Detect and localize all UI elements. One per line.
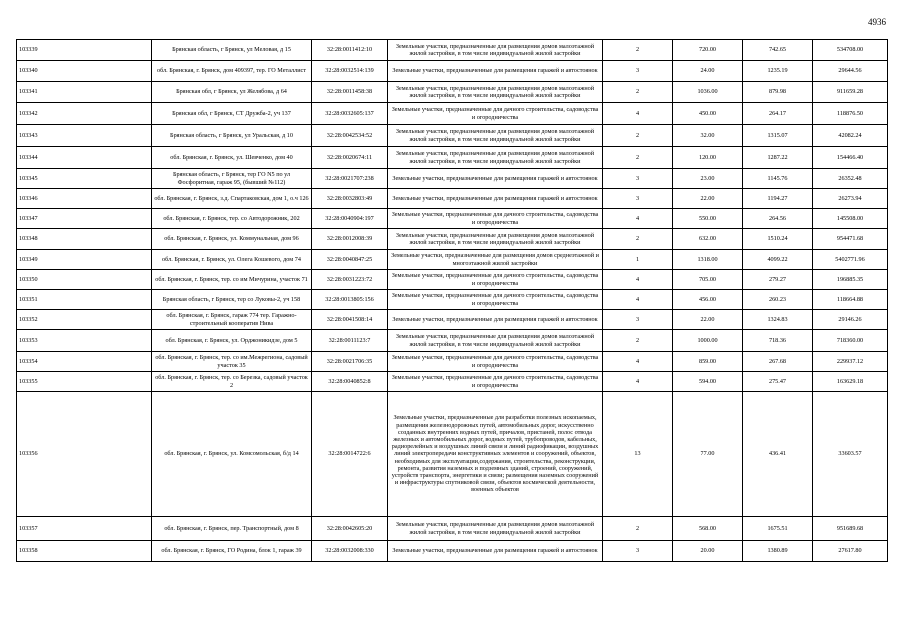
table-row: [17, 40, 888, 61]
row-specific-value: 1380.89: [743, 541, 813, 562]
row-address: обл. Брянская, г. Брянск, дом 409397, тер. ГО Металлист: [152, 61, 312, 82]
row-cadastral-number: 32:28:0042605:20: [312, 517, 388, 541]
table-row: [17, 189, 888, 209]
row-id: 103345: [17, 169, 152, 189]
row-land-purpose: Земельные участки, предназначенные для размещения гаражей и автостоянок: [388, 169, 603, 189]
row-group-code: 3: [603, 189, 673, 209]
row-land-purpose: Земельные участки, предназначенные для размещения гаражей и автостоянок: [388, 310, 603, 330]
row-id: 103351: [17, 290, 152, 310]
row-area: 24.00: [673, 61, 743, 82]
row-cadastral-value: 154466.40: [813, 147, 888, 169]
table-row: [17, 250, 888, 270]
row-group-code: 2: [603, 82, 673, 103]
row-address: Брянская область, г Брянск, ул Меловая, д 15: [152, 40, 312, 61]
row-cadastral-value: 718360.00: [813, 330, 888, 352]
table-row: [17, 352, 888, 372]
row-specific-value: 264.17: [743, 103, 813, 125]
row-id: 103354: [17, 352, 152, 372]
row-cadastral-value: 118876.50: [813, 103, 888, 125]
row-id: 103340: [17, 61, 152, 82]
row-id: 103347: [17, 209, 152, 229]
row-id: 103343: [17, 125, 152, 147]
row-group-code: 2: [603, 229, 673, 250]
row-address: обл. Брянская, г. Брянск, з.д. Спартаковская, дом 1, о.ч 126: [152, 189, 312, 209]
row-address: обл. Брянская, г. Брянск, тер. со им.Межрегиона, садовый участок 35: [152, 352, 312, 372]
table-row: [17, 147, 888, 169]
row-specific-value: 879.98: [743, 82, 813, 103]
row-group-code: 1: [603, 250, 673, 270]
row-cadastral-number: 32:28:0032008:330: [312, 541, 388, 562]
row-specific-value: 260.23: [743, 290, 813, 310]
row-cadastral-number: 32:28:0032803:49: [312, 189, 388, 209]
row-cadastral-number: 32:28:0040852:8: [312, 372, 388, 392]
row-land-purpose: Земельные участки, предназначенные для размещения домов малоэтажной жилой застройки, в том числе индивидуальной жилой застройки: [388, 125, 603, 147]
row-specific-value: 1194.27: [743, 189, 813, 209]
page-number: 4936: [868, 17, 886, 27]
row-address: Брянская область, г Брянск, тер со Луковы-2, уч 158: [152, 290, 312, 310]
row-area: 632.00: [673, 229, 743, 250]
table-row: [17, 270, 888, 290]
row-cadastral-number: 32:28:0011458:38: [312, 82, 388, 103]
row-land-purpose: Земельные участки, предназначенные для размещения домов малоэтажной жилой застройки, в том числе индивидуальной жилой застройки: [388, 82, 603, 103]
table-row: [17, 169, 888, 189]
row-land-purpose: Земельные участки, предназначенные для размещения домов малоэтажной жилой застройки, в том числе индивидуальной жилой застройки: [388, 40, 603, 61]
table-row: [17, 541, 888, 562]
row-specific-value: 4099.22: [743, 250, 813, 270]
row-cadastral-value: 911659.28: [813, 82, 888, 103]
row-address: обл. Брянская, г. Брянск, ул. Орджоникидзе, дом 5: [152, 330, 312, 352]
row-address: обл. Брянская, г. Брянск, ул. Комсомольская, б/д 14: [152, 392, 312, 517]
row-specific-value: 1510.24: [743, 229, 813, 250]
row-address: обл. Брянская, г. Брянск, ул. Коммунальная, дом 96: [152, 229, 312, 250]
row-id: 103356: [17, 392, 152, 517]
row-id: 103349: [17, 250, 152, 270]
row-address: обл. Брянская, г. Брянск, гараж 774 тер. Гаражно-строительный кооператив Нива: [152, 310, 312, 330]
row-cadastral-value: 145508.00: [813, 209, 888, 229]
row-cadastral-value: 42082.24: [813, 125, 888, 147]
row-group-code: 2: [603, 517, 673, 541]
row-specific-value: 718.36: [743, 330, 813, 352]
table-row: [17, 517, 888, 541]
row-cadastral-number: 32:28:0021707:238: [312, 169, 388, 189]
row-cadastral-number: 32:28:0011412:10: [312, 40, 388, 61]
row-land-purpose: Земельные участки, предназначенные для разработки полезных ископаемых, размещения железнодорожных путей, автомобильных дорог, искусственно созданных внутренних водных путей, причалов, пристаней, полос отвода железных и автомобильных дорог, водных путей, трубопроводов, кабельных, радиорелейных и воздушных линий связи и линий радиофикации, воздушных линий электропередачи конструктивных элементов и сооружений, объектов, необходимых для эксплуатации,содержания, строительства, реконструкции, ремонта, развития наземных и подземных зданий, строений, сооружений, устройств транспорта, энергетики и связи; размещения наземных сооружений и инфраструктуры спутниковой связи, объектов космической деятельности, военных объектов: [388, 392, 603, 517]
row-group-code: 4: [603, 209, 673, 229]
row-address: обл. Брянская, г. Брянск, тер. со Автодорожник, 202: [152, 209, 312, 229]
row-cadastral-value: 163629.18: [813, 372, 888, 392]
row-area: 1000.00: [673, 330, 743, 352]
row-id: 103341: [17, 82, 152, 103]
row-specific-value: 1145.76: [743, 169, 813, 189]
row-group-code: 3: [603, 541, 673, 562]
row-id: 103344: [17, 147, 152, 169]
row-cadastral-value: 534708.00: [813, 40, 888, 61]
row-id: 103350: [17, 270, 152, 290]
row-group-code: 4: [603, 372, 673, 392]
row-land-purpose: Земельные участки, предназначенные для размещения домов малоэтажной жилой застройки, в том числе индивидуальной жилой застройки: [388, 229, 603, 250]
row-cadastral-number: 32:28:0032605:137: [312, 103, 388, 125]
row-specific-value: 1235.19: [743, 61, 813, 82]
row-id: 103339: [17, 40, 152, 61]
row-area: 77.00: [673, 392, 743, 517]
row-cadastral-number: 32:28:0021706:35: [312, 352, 388, 372]
row-specific-value: 1324.83: [743, 310, 813, 330]
row-address: обл. Брянская, г. Брянск, ул. Шевченко, дом 40: [152, 147, 312, 169]
row-cadastral-number: 32:28:0031223:72: [312, 270, 388, 290]
row-land-purpose: Земельные участки, предназначенные для дачного строительства, садоводства и огородничества: [388, 352, 603, 372]
table-row: [17, 82, 888, 103]
row-group-code: 2: [603, 125, 673, 147]
row-cadastral-number: 32:28:0032514:139: [312, 61, 388, 82]
row-group-code: 2: [603, 330, 673, 352]
row-area: 20.00: [673, 541, 743, 562]
row-area: 859.00: [673, 352, 743, 372]
row-cadastral-value: 196885.35: [813, 270, 888, 290]
row-cadastral-number: 32:28:0040847:25: [312, 250, 388, 270]
row-id: 103342: [17, 103, 152, 125]
row-area: 120.00: [673, 147, 743, 169]
row-land-purpose: Земельные участки, предназначенные для дачного строительства, садоводства и огородничества: [388, 103, 603, 125]
row-specific-value: 1675.51: [743, 517, 813, 541]
row-area: 22.00: [673, 310, 743, 330]
row-land-purpose: Земельные участки, предназначенные для дачного строительства, садоводства и огородничества: [388, 270, 603, 290]
row-cadastral-number: 32:28:0020674:11: [312, 147, 388, 169]
row-area: 1036.00: [673, 82, 743, 103]
row-land-purpose: Земельные участки, предназначенные для размещения гаражей и автостоянок: [388, 189, 603, 209]
table-row: [17, 209, 888, 229]
row-group-code: 3: [603, 61, 673, 82]
row-area: 22.00: [673, 189, 743, 209]
row-area: 705.00: [673, 270, 743, 290]
row-cadastral-number: 32:28:0042534:52: [312, 125, 388, 147]
table-row: [17, 290, 888, 310]
row-id: 103353: [17, 330, 152, 352]
row-specific-value: 742.65: [743, 40, 813, 61]
row-id: 103358: [17, 541, 152, 562]
row-area: 32.00: [673, 125, 743, 147]
row-address: Брянская обл, г Брянск, СТ Дружба-2, уч 137: [152, 103, 312, 125]
row-group-code: 2: [603, 147, 673, 169]
row-land-purpose: Земельные участки, предназначенные для дачного строительства, садоводства и огородничества: [388, 209, 603, 229]
table-row: [17, 103, 888, 125]
row-id: 103348: [17, 229, 152, 250]
table-row: [17, 61, 888, 82]
row-area: 720.00: [673, 40, 743, 61]
table-row: [17, 330, 888, 352]
row-cadastral-value: 26352.48: [813, 169, 888, 189]
table-row: [17, 229, 888, 250]
row-land-purpose: Земельные участки, предназначенные для размещения домов малоэтажной жилой застройки, в том числе индивидуальной жилой застройки: [388, 517, 603, 541]
row-specific-value: 279.27: [743, 270, 813, 290]
row-address: обл. Брянская, г. Брянск, тер. со Березка, садовый участок 2: [152, 372, 312, 392]
row-address: Брянская область, г Брянск, ул Уральская, д 10: [152, 125, 312, 147]
row-id: 103357: [17, 517, 152, 541]
row-specific-value: 436.41: [743, 392, 813, 517]
table-row: [17, 372, 888, 392]
row-land-purpose: Земельные участки, предназначенные для размещения гаражей и автостоянок: [388, 61, 603, 82]
row-land-purpose: Земельные участки, предназначенные для размещения домов малоэтажной жилой застройки, в том числе индивидуальной жилой застройки: [388, 147, 603, 169]
row-address: обл. Брянская, г. Брянск, пер. Транспортный, дом 8: [152, 517, 312, 541]
row-area: 450.00: [673, 103, 743, 125]
table-body: [17, 40, 888, 562]
row-cadastral-number: 32:28:0041508:14: [312, 310, 388, 330]
row-cadastral-value: 954471.68: [813, 229, 888, 250]
row-land-purpose: Земельные участки, предназначенные для размещения домов малоэтажной жилой застройки, в том числе индивидуальной жилой застройки: [388, 330, 603, 352]
row-area: 568.00: [673, 517, 743, 541]
row-cadastral-value: 118664.88: [813, 290, 888, 310]
row-group-code: 3: [603, 169, 673, 189]
row-specific-value: 1287.22: [743, 147, 813, 169]
row-area: 456.00: [673, 290, 743, 310]
row-cadastral-number: 32:28:0012008:39: [312, 229, 388, 250]
row-cadastral-number: 32:28:0013805:156: [312, 290, 388, 310]
row-area: 1318.00: [673, 250, 743, 270]
row-cadastral-number: 32:28:0040904:197: [312, 209, 388, 229]
row-address: обл. Брянская, г. Брянск, ул. Олега Кошевого, дом 74: [152, 250, 312, 270]
row-cadastral-number: 32:28:0011123:7: [312, 330, 388, 352]
row-id: 103352: [17, 310, 152, 330]
row-cadastral-value: 29644.56: [813, 61, 888, 82]
table-row: [17, 310, 888, 330]
row-land-purpose: Земельные участки, предназначенные для размещения домов среднеэтажной и многоэтажной жилой застройки: [388, 250, 603, 270]
row-group-code: 2: [603, 40, 673, 61]
row-group-code: 13: [603, 392, 673, 517]
table-row: [17, 125, 888, 147]
row-land-purpose: Земельные участки, предназначенные для дачного строительства, садоводства и огородничества: [388, 372, 603, 392]
row-cadastral-value: 27617.80: [813, 541, 888, 562]
row-cadastral-value: 29146.26: [813, 310, 888, 330]
row-id: 103355: [17, 372, 152, 392]
row-address: обл. Брянская, г. Брянск, ГО Родина, блок 1, гараж 39: [152, 541, 312, 562]
row-group-code: 3: [603, 310, 673, 330]
row-group-code: 4: [603, 352, 673, 372]
row-address: Брянская область, г Брянск, тер ГО N5 по ул Фосфоритная, гараж 95, (бывший №112): [152, 169, 312, 189]
row-cadastral-value: 951689.68: [813, 517, 888, 541]
row-land-purpose: Земельные участки, предназначенные для дачного строительства, садоводства и огородничества: [388, 290, 603, 310]
row-specific-value: 1315.07: [743, 125, 813, 147]
row-address: Брянская обл, г Брянск, ул Желябова, д 64: [152, 82, 312, 103]
row-cadastral-value: 26273.94: [813, 189, 888, 209]
row-area: 23.00: [673, 169, 743, 189]
row-specific-value: 267.68: [743, 352, 813, 372]
table-row: [17, 392, 888, 517]
row-id: 103346: [17, 189, 152, 209]
row-address: обл. Брянская, г. Брянск, тер. со им Мичурина, участок 71: [152, 270, 312, 290]
row-land-purpose: Земельные участки, предназначенные для размещения гаражей и автостоянок: [388, 541, 603, 562]
row-area: 550.00: [673, 209, 743, 229]
row-cadastral-value: 5402771.96: [813, 250, 888, 270]
row-cadastral-value: 33603.57: [813, 392, 888, 517]
row-specific-value: 275.47: [743, 372, 813, 392]
row-area: 594.00: [673, 372, 743, 392]
row-group-code: 4: [603, 290, 673, 310]
row-cadastral-number: 32:28:0014722:6: [312, 392, 388, 517]
row-specific-value: 264.56: [743, 209, 813, 229]
row-cadastral-value: 229937.12: [813, 352, 888, 372]
row-group-code: 4: [603, 103, 673, 125]
cadastral-value-table: [16, 39, 888, 562]
row-group-code: 4: [603, 270, 673, 290]
